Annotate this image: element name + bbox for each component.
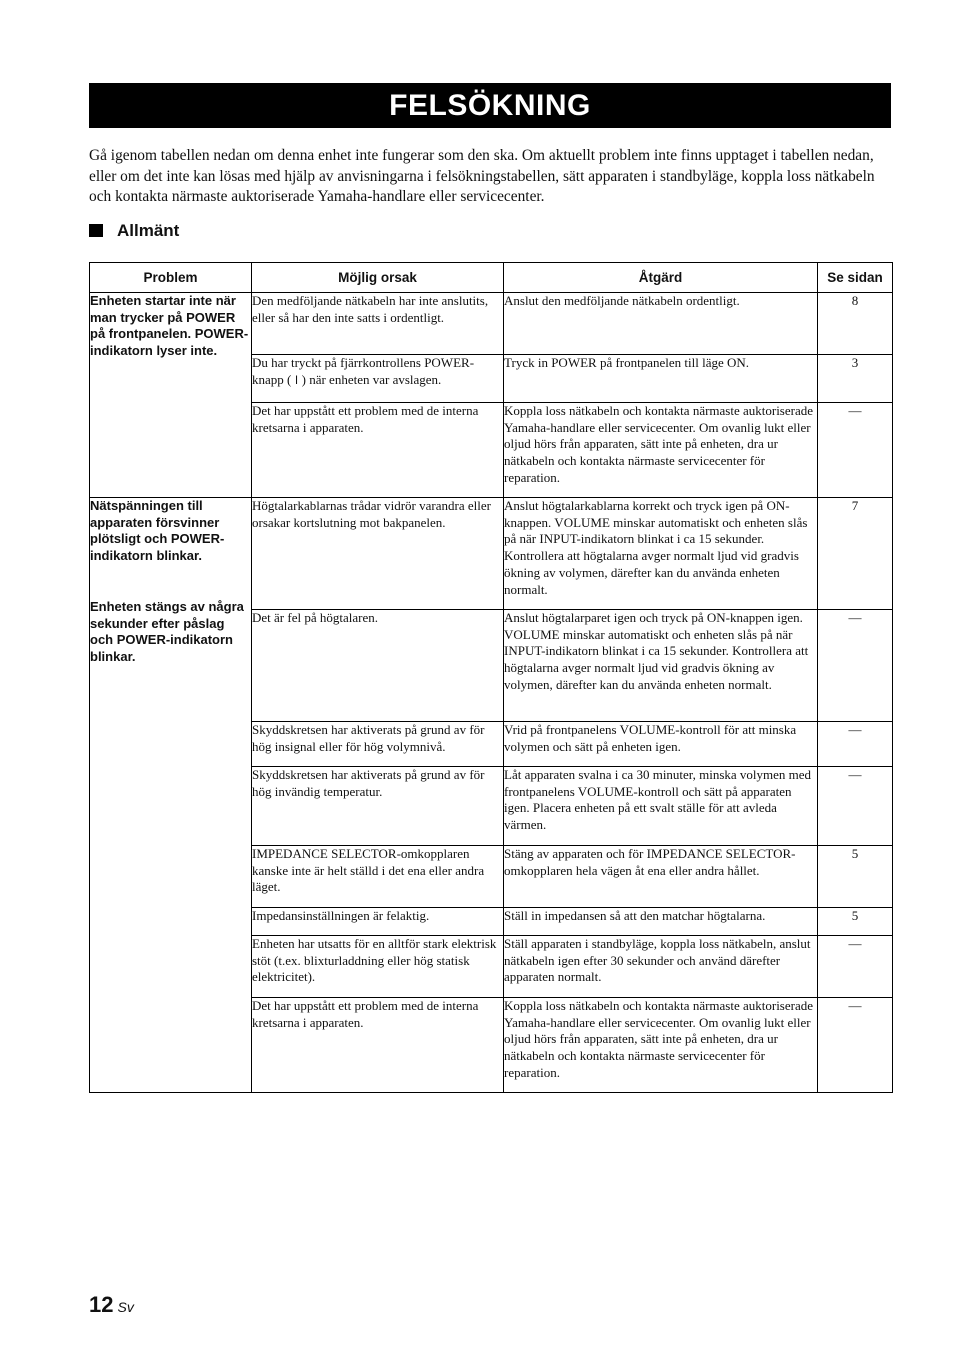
- page-ref: —: [818, 936, 893, 998]
- cause-cell: Impedansinställningen är felaktig.: [252, 908, 504, 936]
- page-ref: 8: [818, 293, 893, 355]
- page-ref: 5: [818, 908, 893, 936]
- action-cell: Vrid på frontpanelens VOLUME-kontroll för att minska volymen och sätt på enheten igen.: [504, 722, 818, 767]
- problem-cell: [90, 498, 252, 1093]
- page-ref: —: [818, 998, 893, 1093]
- section-heading-label: Allmänt: [117, 221, 180, 240]
- cause-cell: Enheten har utsatts för en alltför stark elektrisk stöt (t.ex. blixturladdning eller hög statisk elektricitet).: [252, 936, 504, 998]
- problem-text: Enheten startar inte när man trycker på POWER på frontpanelen. POWER-indikatorn lyser inte.: [90, 293, 249, 359]
- header-problem: Problem: [90, 263, 252, 293]
- page-ref: 5: [818, 846, 893, 908]
- page-ref: —: [818, 610, 893, 722]
- page-ref: 3: [818, 355, 893, 403]
- language-code: Sv: [117, 1299, 134, 1315]
- cause-cell: Skyddskretsen har aktiverats på grund av för hög insignal eller för hög volymnivå.: [252, 722, 504, 767]
- header-page: Se sidan: [818, 263, 893, 293]
- cause-cell: Du har tryckt på fjärrkontrollens POWER-knapp (⏽) när enheten var avslagen.: [252, 355, 504, 403]
- page-ref: —: [818, 403, 893, 498]
- page-ref: 7: [818, 498, 893, 610]
- action-cell: Anslut högtalarparet igen och tryck på ON-knappen igen. VOLUME minskar automatiskt och enheten slås på när INPUT-indikatorn blinkat i ca 15 sekunder. Kontrollera att högtalarna avger normalt ljud vid gradvis ökning av volymen, därefter kan du använda enheten normalt.: [504, 610, 818, 722]
- cause-cell: Det är fel på högtalaren.: [252, 610, 504, 722]
- page-ref: —: [818, 767, 893, 846]
- action-cell: Anslut högtalarkablarna korrekt och tryck igen på ON-knappen. VOLUME minskar automatiskt och enheten slås på när INPUT-indikatorn blinkat i ca 15 sekunder. Kontrollera att högtalarna avger normalt ljud vid gradvis ökning av volymen, därefter kan du använda enheten normalt.: [504, 498, 818, 610]
- cause-cell: Högtalarkablarnas trådar vidrör varandra eller orsakar kortslutning mot bakpanelen.: [252, 498, 504, 610]
- troubleshooting-table: [89, 262, 893, 1093]
- cause-cell: Skyddskretsen har aktiverats på grund av för hög invändig temperatur.: [252, 767, 504, 846]
- problem-text: Nätspänningen till apparaten försvinner plötsligt och POWER-indikatorn blinkar.: [90, 498, 225, 564]
- action-cell: Koppla loss nätkabeln och kontakta närmaste auktoriserade Yamaha-handlare eller servicecenter. Om ovanlig lukt eller oljud hörs från apparaten, sätt inte på enheten, dra ur nätkabeln och kontakta närmaste servicecenter för reparation.: [504, 403, 818, 498]
- header-action: Åtgärd: [504, 263, 818, 293]
- action-cell: Anslut den medföljande nätkabeln ordentligt.: [504, 293, 818, 355]
- problem-cell: [90, 293, 252, 498]
- action-cell: Ställ in impedansen så att den matchar högtalarna.: [504, 908, 818, 936]
- page-footer: [89, 1292, 134, 1318]
- table-row: [90, 498, 893, 610]
- action-cell: Stäng av apparaten och för IMPEDANCE SELECTOR-omkopplaren hela vägen åt ena eller andra hållet.: [504, 846, 818, 908]
- cause-cell: IMPEDANCE SELECTOR-omkopplaren kanske inte är helt ställd i det ena eller andra läget.: [252, 846, 504, 908]
- problem-text: Enheten stängs av några sekunder efter påslag och POWER-indikatorn blinkar.: [90, 598, 244, 664]
- action-cell: Tryck in POWER på frontpanelen till läge ON.: [504, 355, 818, 403]
- page-number: 12: [89, 1292, 114, 1317]
- square-bullet-icon: [89, 224, 103, 237]
- action-cell: Låt apparaten svalna i ca 30 minuter, minska volymen med frontpanelens VOLUME-kontroll och sätt på apparaten igen. Placera enheten på ett svalt ställe för att avleda värmen.: [504, 767, 818, 846]
- page-title: FELSÖKNING: [89, 83, 891, 128]
- action-cell: Ställ apparaten i standbyläge, koppla loss nätkabeln, anslut nätkabeln igen efter 30 sekunder och använd därefter apparaten normalt.: [504, 936, 818, 998]
- action-cell: Koppla loss nätkabeln och kontakta närmaste auktoriserade Yamaha-handlare eller servicecenter. Om ovanlig lukt eller oljud hörs från apparaten, sätt inte på enheten, dra ur nätkabeln och kontakta närmaste servicecenter för reparation.: [504, 998, 818, 1093]
- header-cause: Möjlig orsak: [252, 263, 504, 293]
- table-row: [90, 293, 893, 355]
- intro-paragraph: Gå igenom tabellen nedan om denna enhet inte fungerar som den ska. Om aktuellt problem inte finns upptaget i tabellen nedan, eller om det inte kan lösas med hjälp av anvisningarna i felsökningstabellen, sätt apparaten i standbyläge, koppla loss nätkabeln och kontakta närmaste auktoriserade Yamaha-handlare eller servicecenter.: [89, 147, 875, 205]
- section-heading: [89, 220, 179, 242]
- table-header-row: [90, 263, 893, 293]
- cause-cell: Den medföljande nätkabeln har inte anslutits, eller så har den inte satts i ordentligt.: [252, 293, 504, 355]
- page-ref: —: [818, 722, 893, 767]
- cause-cell: Det har uppstått ett problem med de interna kretsarna i apparaten.: [252, 403, 504, 498]
- cause-cell: Det har uppstått ett problem med de interna kretsarna i apparaten.: [252, 998, 504, 1093]
